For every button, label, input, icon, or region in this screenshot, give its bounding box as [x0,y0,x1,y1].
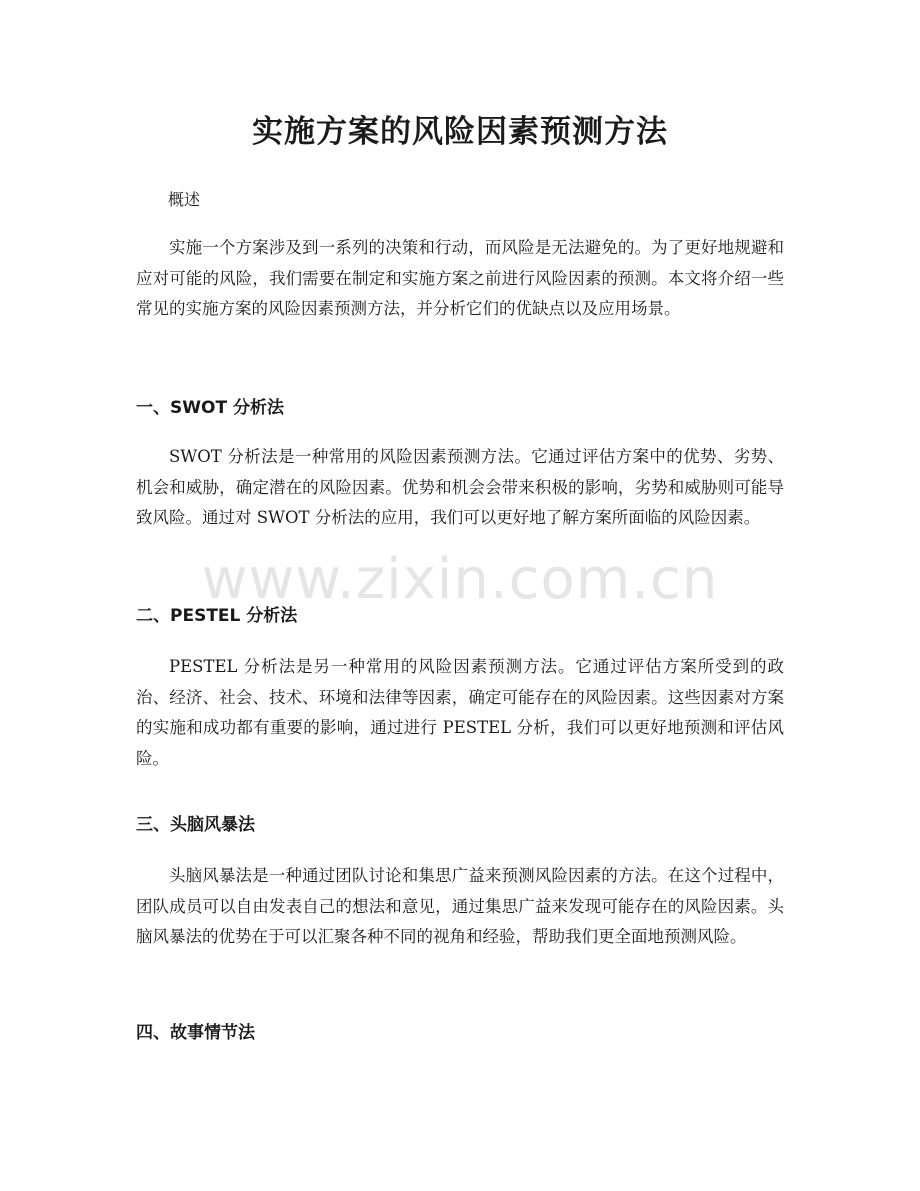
section-heading-pestel: 二、PESTEL 分析法 [136,606,298,626]
section-body-brainstorm: 头脑风暴法是一种通过团队讨论和集思广益来预测风险因素的方法。在这个过程中，团队成员可以自由发表自己的想法和意见，通过集思广益来发现可能存在的风险因素。头脑风暴法的优势在于可以汇聚各种不同的视角和经验，帮助我们更全面地预测风险。 [136,866,784,946]
watermark: www.zixin.com.cn [201,547,719,612]
section-heading-swot: 一、SWOT 分析法 [136,398,284,418]
section-body-swot: SWOT 分析法是一种常用的风险因素预测方法。它通过评估方案中的优势、劣势、机会和威胁，确定潜在的风险因素。优势和机会会带来积极的影响，劣势和威胁则可能导致风险。通过对 SWOT 分析法的应用，我们可以更好地了解方案所面临的风险因素。 [136,447,784,527]
document-title: 实施方案的风险因素预测方法 [252,114,668,150]
section-heading-brainstorm: 三、头脑风暴法 [136,815,255,835]
intro-paragraph: 实施一个方案涉及到一系列的决策和行动，而风险是无法避免的。为了更好地规避和应对可能的风险，我们需要在制定和实施方案之前进行风险因素的预测。本文将介绍一些常见的实施方案的风险因素预测方法，并分析它们的优缺点以及应用场景。 [136,238,784,318]
section-heading-storyline: 四、故事情节法 [136,1023,255,1043]
section-body-pestel: PESTEL 分析法是另一种常用的风险因素预测方法。它通过评估方案所受到的政治、经济、社会、技术、环境和法律等因素，确定可能存在的风险因素。这些因素对方案的实施和成功都有重要的影响，通过进行 PESTEL 分析，我们可以更好地预测和评估风险。 [136,657,784,768]
overview-label: 概述 [168,190,201,209]
